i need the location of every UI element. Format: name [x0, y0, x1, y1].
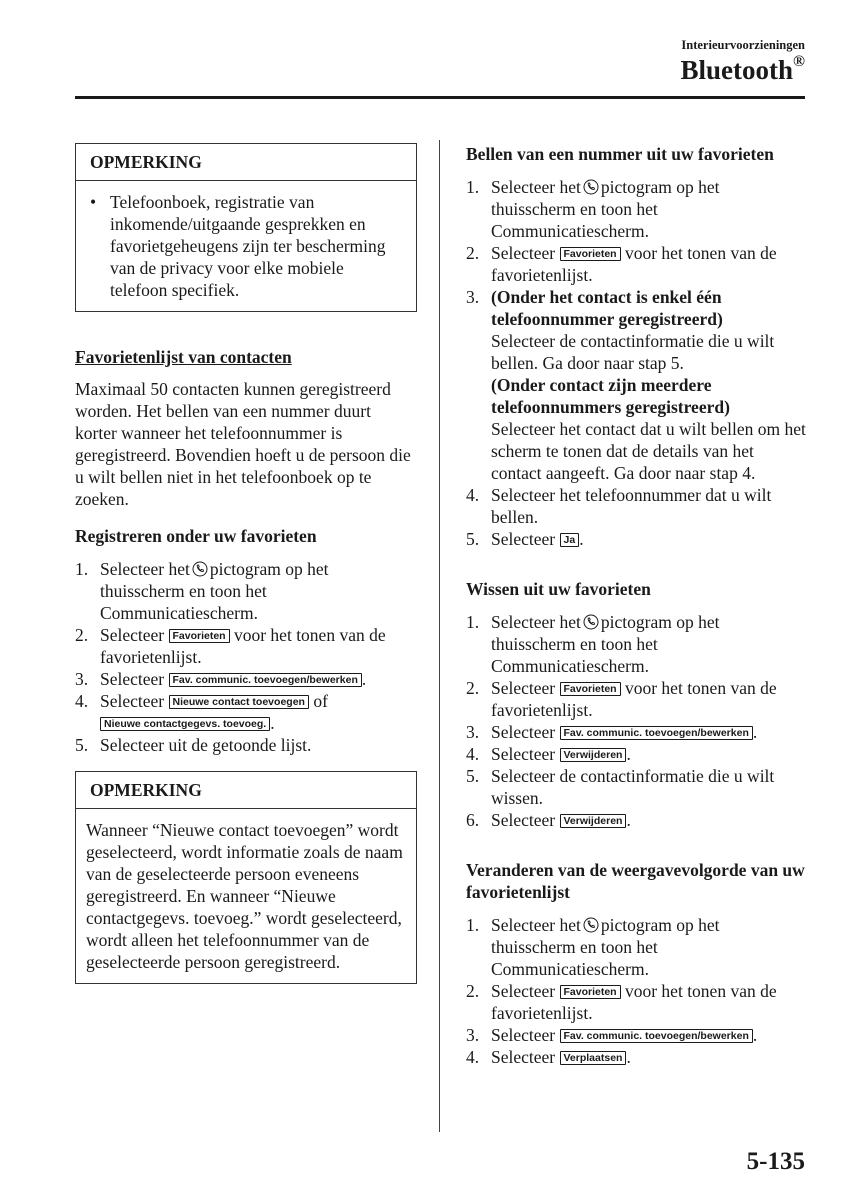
list-item: 2. Selecteer Favorieten voor het tonen van de favorietenlijst.	[466, 678, 777, 720]
list-item: 1. Selecteer het pictogram op het thuisscherm en toon het Communicatiescherm.	[466, 612, 720, 676]
contacts-body: Maximaal 50 contacten kunnen geregistreerd worden. Het bellen van een nummer duurt korter wanneer het telefoonnummer is geregistreerd. Bovendien hoeft u de persoon die u wilt bellen niet in het telefoonboek op te zoeken.	[75, 379, 411, 509]
phone-icon	[583, 917, 599, 933]
list-item: 2. Selecteer Favorieten voor het tonen van de favorietenlijst.	[466, 243, 777, 285]
delete-steps	[466, 611, 806, 831]
list-item: 3. Selecteer Fav. communic. toevoegen/bewerken .	[75, 669, 367, 689]
new-contact-button[interactable]: Nieuwe contact toevoegen	[169, 695, 309, 709]
list-item: 3. Selecteer Fav. communic. toevoegen/bewerken .	[466, 1025, 758, 1045]
list-item: 1. Selecteer het pictogram op het thuisscherm en toon het Communicatiescherm.	[466, 915, 720, 979]
list-item: 3. (Onder het contact is enkel één telefoonnummer geregistreerd) Selecteer de contactinformatie die u wilt bellen. Ga door naar stap 5. (Onder contact zijn meerdere telefoonnummers geregistreerd) Selecteer het contact dat u wilt bellen om het scherm te tonen dat de details van het contact aangeeft. Ga door naar stap 4.	[466, 287, 806, 483]
favorieten-button[interactable]: Favorieten	[560, 682, 621, 696]
list-item: 5. Selecteer uit de getoonde lijst.	[75, 735, 312, 755]
note-body: Wanneer “Nieuwe contact toevoegen” wordt geselecteerd, wordt informatie zoals de naam van de geselecteerde persoon eveneens geregistreerd. En wanneer “Nieuwe contactgegevs. toevoeg.” wordt geselecteerd, wordt alleen het telefoonnummer van de geselecteerde persoon geregistreerd.	[86, 820, 403, 972]
phone-icon	[583, 179, 599, 195]
verwijderen-button[interactable]: Verwijderen	[560, 748, 627, 762]
list-item: 4. Selecteer Verwijderen .	[466, 744, 631, 764]
list-item: 4. Selecteer Verplaatsen .	[466, 1047, 631, 1067]
bullet-dot: •	[90, 192, 97, 212]
call-steps	[466, 176, 806, 550]
list-item: 4. Selecteer het telefoonnummer dat u wilt bellen.	[466, 485, 772, 527]
phone-icon	[583, 614, 599, 630]
contacts-title: Favorietenlijst van contacten	[75, 347, 292, 367]
favorieten-button[interactable]: Favorieten	[560, 247, 621, 261]
header-section: Interieurvoorzieningen	[681, 38, 805, 52]
register-title: Registreren onder uw favorieten	[75, 526, 317, 546]
page-number: 5-135	[746, 1148, 805, 1175]
list-item: 6. Selecteer Verwijderen .	[466, 810, 631, 830]
list-item: 5. Selecteer Ja .	[466, 529, 584, 549]
note-bullet-text: Telefoonboek, registratie van inkomende/uitgaande gesprekken en favorietgeheugens zijn ter bescherming van de privacy voor elke mobiele telefoon specifiek.	[110, 192, 386, 300]
page-title	[681, 55, 805, 86]
title-text: Bluetooth	[680, 55, 794, 85]
note-box-new-contact	[75, 771, 417, 984]
order-steps	[466, 914, 806, 1068]
phone-icon	[192, 561, 208, 577]
list-item: 4. Selecteer Nieuwe contact toevoegen of Nieuwe contactgegevs. toevoeg. .	[75, 691, 328, 733]
note-box-privacy	[75, 143, 417, 312]
note-bullet	[90, 191, 404, 301]
register-steps	[75, 558, 417, 756]
fav-add-edit-button[interactable]: Fav. communic. toevoegen/bewerken	[169, 673, 362, 687]
left-column	[75, 143, 417, 984]
registered-mark: ®	[793, 53, 805, 70]
fav-add-edit-button[interactable]: Fav. communic. toevoegen/bewerken	[560, 1029, 753, 1043]
list-item: 5. Selecteer de contactinformatie die u wilt wissen.	[466, 766, 775, 808]
order-title: Veranderen van de weergavevolgorde van uw favorietenlijst	[466, 860, 805, 902]
new-contact-details-button[interactable]: Nieuwe contactgegevs. toevoeg.	[100, 717, 270, 731]
note-heading: OPMERKING	[76, 144, 416, 181]
list-item: 1. Selecteer het pictogram op het thuisscherm en toon het Communicatiescherm.	[466, 177, 720, 241]
fav-add-edit-button[interactable]: Fav. communic. toevoegen/bewerken	[560, 726, 753, 740]
list-item: 2. Selecteer Favorieten voor het tonen van de favorietenlijst.	[466, 981, 777, 1023]
list-item: 1. Selecteer het pictogram op het thuisscherm en toon het Communicatiescherm.	[75, 559, 329, 623]
note-heading: OPMERKING	[76, 772, 416, 809]
verplaatsen-button[interactable]: Verplaatsen	[560, 1051, 627, 1065]
favorieten-button[interactable]: Favorieten	[169, 629, 230, 643]
right-column	[466, 143, 806, 1068]
call-title: Bellen van een nummer uit uw favorieten	[466, 144, 774, 164]
note-body	[76, 181, 416, 311]
column-divider	[439, 140, 440, 1132]
list-item: 3. Selecteer Fav. communic. toevoegen/bewerken .	[466, 722, 758, 742]
favorieten-button[interactable]: Favorieten	[560, 985, 621, 999]
list-item: 2. Selecteer Favorieten voor het tonen van de favorietenlijst.	[75, 625, 386, 667]
header-rule	[75, 96, 805, 99]
verwijderen-button[interactable]: Verwijderen	[560, 814, 627, 828]
ja-button[interactable]: Ja	[560, 533, 580, 547]
delete-title: Wissen uit uw favorieten	[466, 579, 651, 599]
